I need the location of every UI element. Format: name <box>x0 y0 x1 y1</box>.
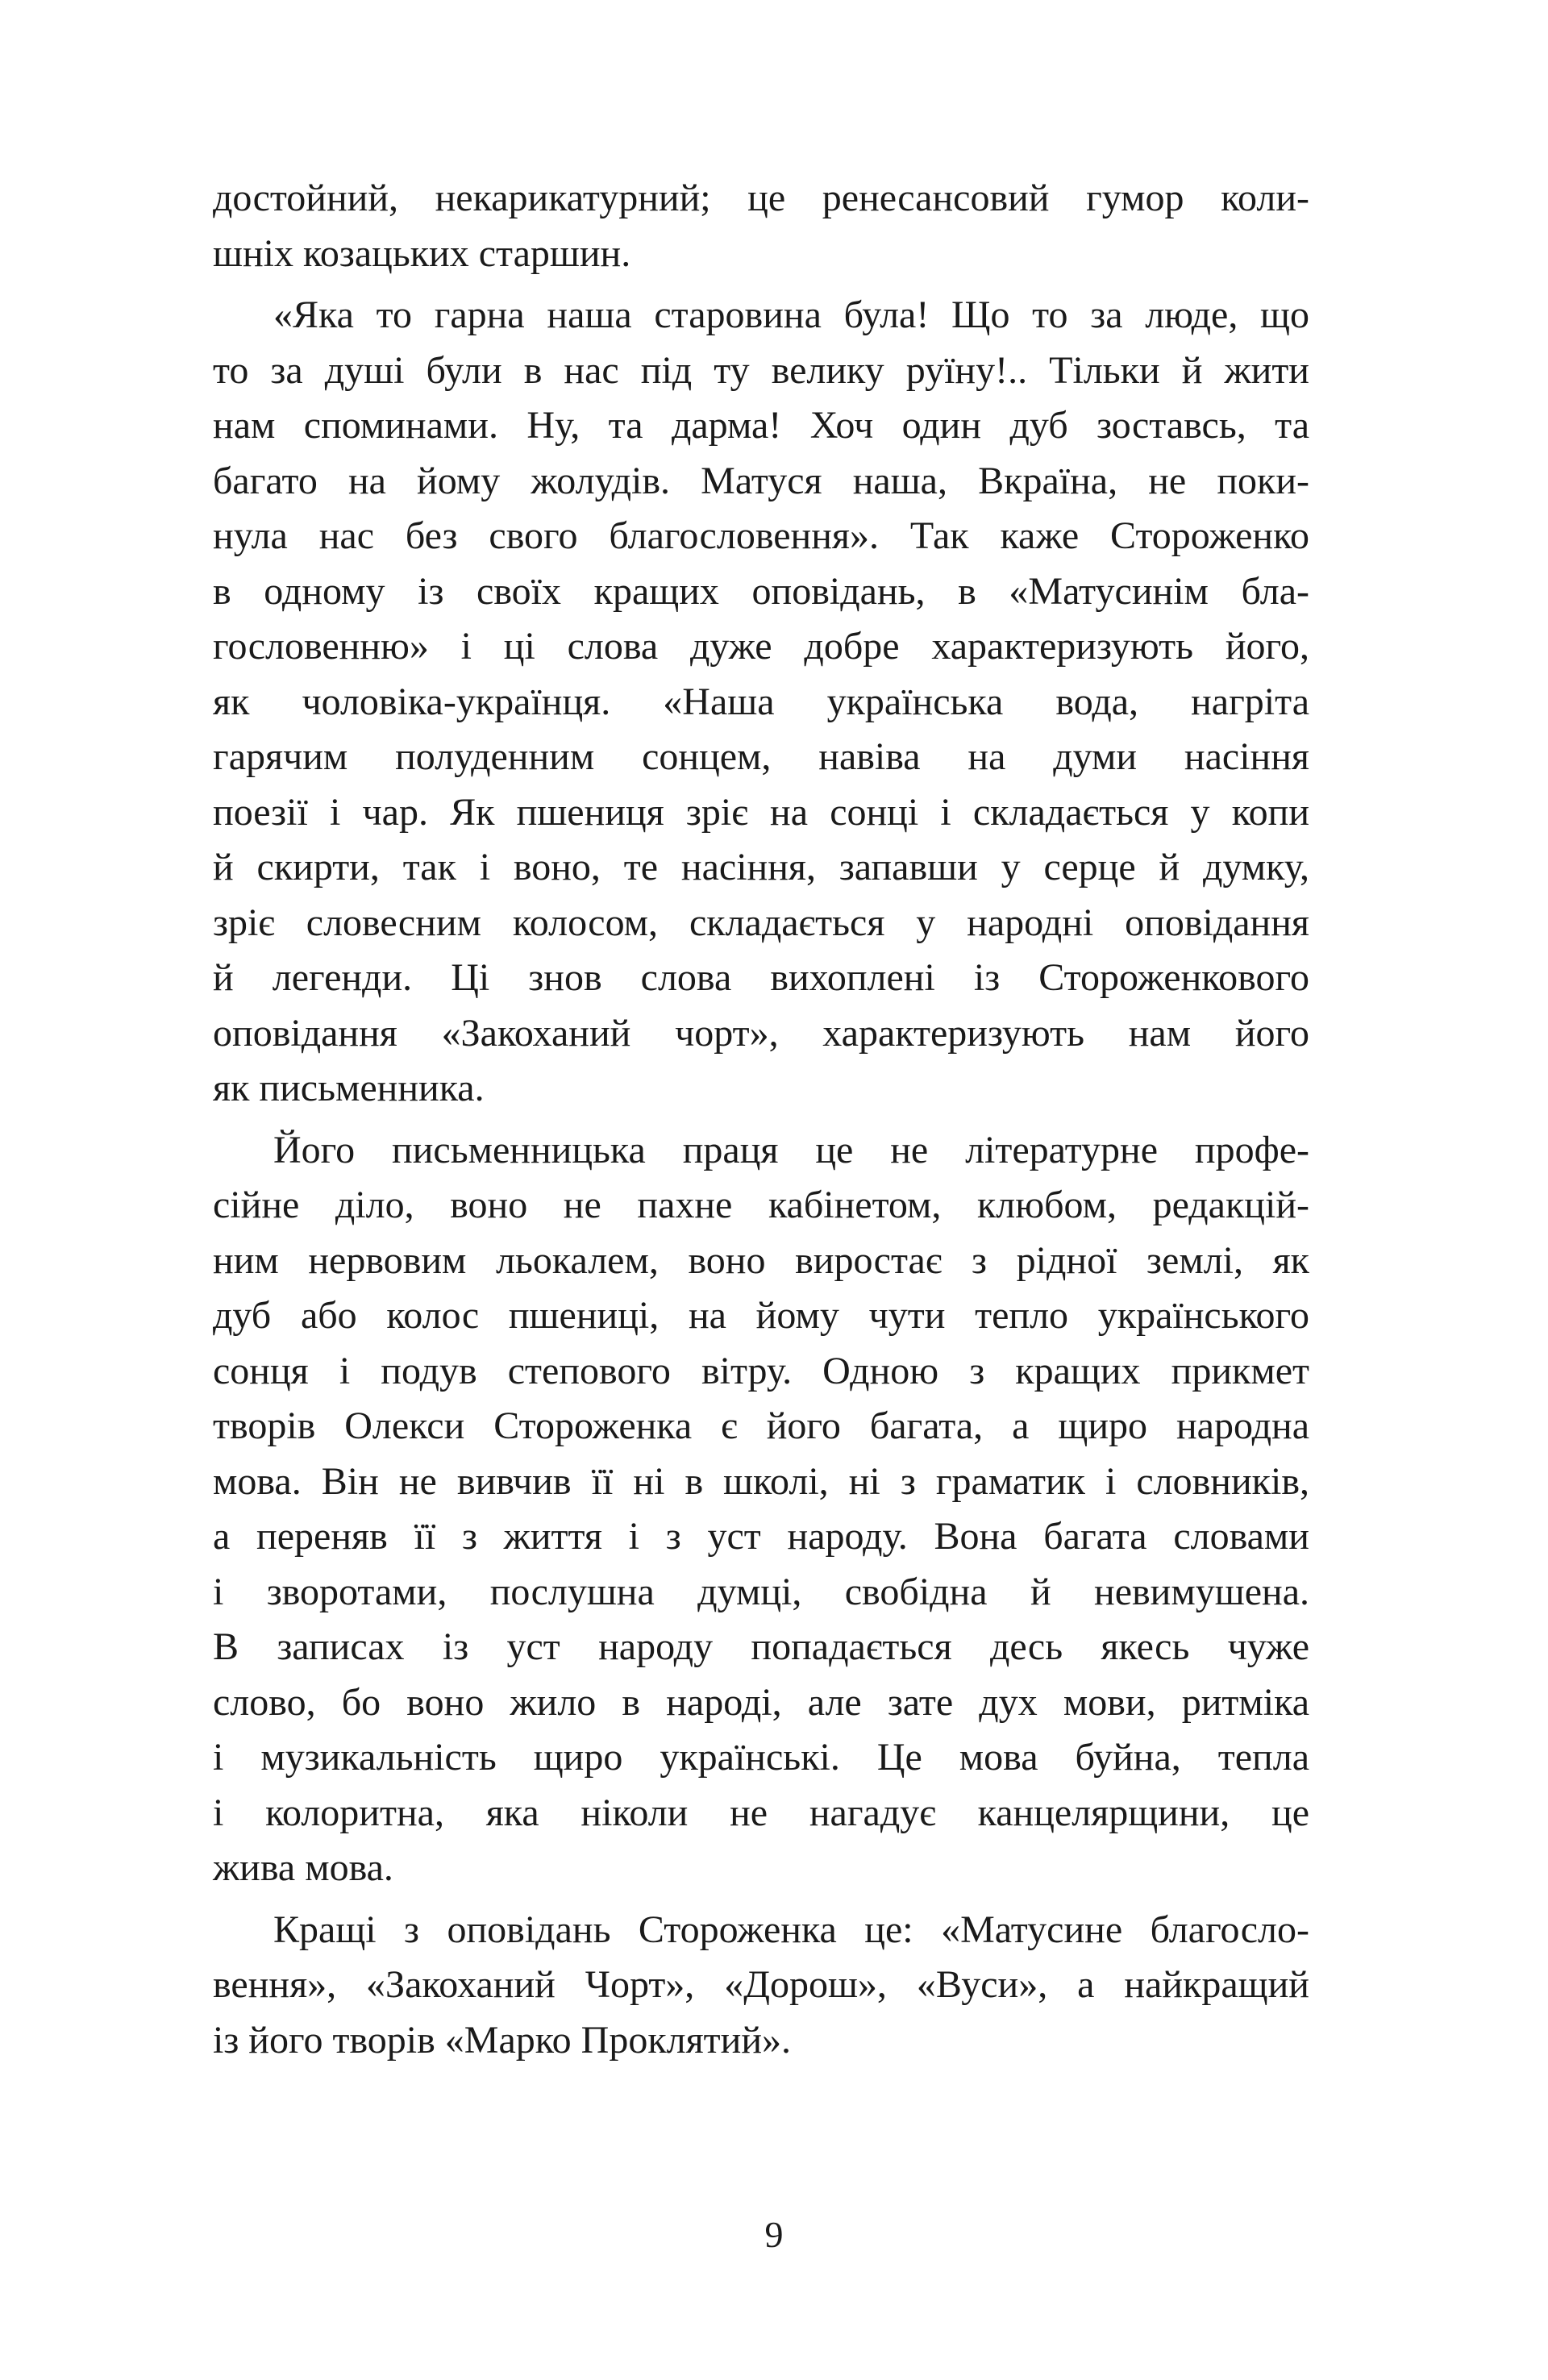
paragraph-2 <box>213 288 1309 1117</box>
text-line: і колоритна, яка ніколи не нагадує канцелярщини, це <box>213 1791 1309 1834</box>
paragraph-4 <box>213 1903 1309 2069</box>
text-line: оповідання «Закоханий чорт», характеризують нам його <box>213 1011 1309 1055</box>
text-line: гарячим полуденним сонцем, навіва на думи насіння <box>213 735 1309 778</box>
text-line: зріє словесним колосом, складається у народні оповідання <box>213 901 1309 944</box>
text-line: поезії і чар. Як пшениця зріє на сонці і складається у копи <box>213 790 1309 834</box>
text-line: мова. Він не вивчив її ні в школі, ні з граматик і словників, <box>213 1459 1309 1503</box>
text-line: жива мова. <box>213 1846 393 1889</box>
text-line: і зворотами, послушна думці, свобідна й невимушена. <box>213 1570 1309 1613</box>
body-text <box>213 171 1309 2068</box>
text-line: й скирти, так і воно, те насіння, запавши у серце й думку, <box>213 846 1309 888</box>
text-line: Його письменницька праця це не літературне профе- <box>273 1128 1309 1171</box>
text-line: шніх козацьких старшин. <box>213 231 631 275</box>
text-line: багато на йому жолудів. Матуся наша, Вкраїна, не поки- <box>213 459 1309 502</box>
text-line: нула нас без свого благословення». Так каже Стороженко <box>213 514 1309 557</box>
page-number: 9 <box>764 2214 784 2255</box>
text-line: то за душі були в нас під ту велику руїну!.. Тільки й жити <box>213 348 1309 392</box>
text-line: достойний, некарикатурний; це ренесансовий гумор коли- <box>213 177 1309 219</box>
text-line: й легенди. Ці знов слова вихоплені із Стороженкового <box>213 956 1309 999</box>
paragraph-3 <box>213 1123 1309 1896</box>
text-line: дуб або колос пшениці, на йому чути тепло українського <box>213 1294 1309 1337</box>
text-line: гословенню» і ці слова дуже добре характеризують його, <box>213 625 1309 668</box>
text-line: нам споминами. Ну, та дарма! Хоч один дуб зоставсь, та <box>213 404 1309 447</box>
text-line: сійне діло, воно не пахне кабінетом, клюбом, редакцій- <box>213 1184 1309 1226</box>
text-line: творів Олекси Стороженка є його багата, а щиро народна <box>213 1404 1309 1447</box>
text-line: «Яка то гарна наша старовина була! Що то за люде, що <box>273 293 1309 336</box>
text-line: із його творів «Марко Проклятий». <box>213 2018 792 2062</box>
text-line: як письменника. <box>213 1067 485 1109</box>
paragraph-1 <box>213 171 1309 281</box>
text-line: В записах із уст народу попадається десь якесь чуже <box>213 1625 1309 1668</box>
text-line: слово, бо воно жило в народі, але зате дух мови, ритміка <box>213 1680 1309 1724</box>
text-line: в одному із своїх кращих оповідань, в «Матусинім бла- <box>213 569 1309 613</box>
text-line: Кращі з оповідань Стороженка це: «Матусине благосло- <box>273 1908 1309 1951</box>
text-line: як чоловіка-українця. «Наша українська вода, нагріта <box>213 680 1309 723</box>
text-line: ним нервовим льокалем, воно виростає з рідної землі, як <box>213 1238 1309 1282</box>
text-line: і музикальність щиро українські. Це мова буйна, тепла <box>213 1736 1309 1779</box>
text-line: а переняв її з життя і з уст народу. Вона багата словами <box>213 1515 1309 1558</box>
text-line: вення», «Закоханий Чорт», «Дорош», «Вуси», а найкращий <box>213 1963 1309 2006</box>
text-line: сонця і подув степового вітру. Одною з кращих прикмет <box>213 1349 1309 1392</box>
